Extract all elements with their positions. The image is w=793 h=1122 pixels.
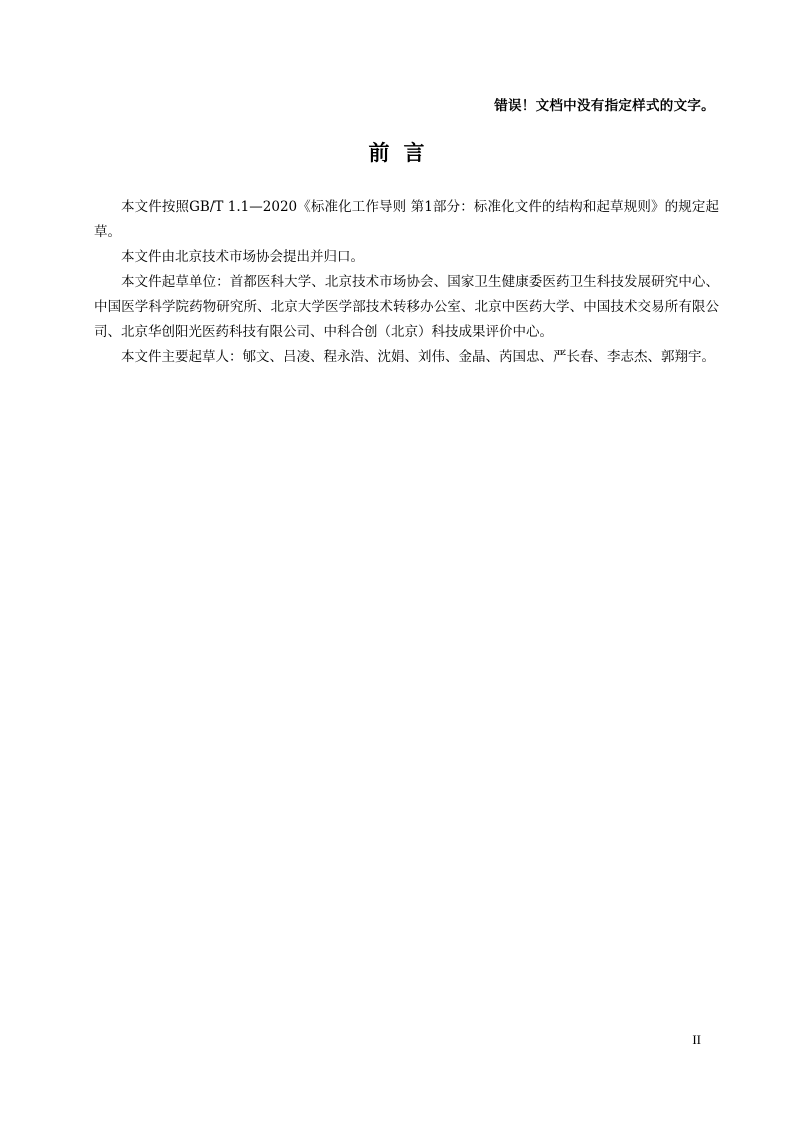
- paragraph-drafters: 本文件主要起草人：郇文、吕凌、程永浩、沈娟、刘伟、金晶、芮国忠、严长春、李志杰、郭翔宇。: [121, 349, 715, 365]
- page-number: II: [692, 1032, 701, 1047]
- page-title: 前言: [368, 141, 439, 165]
- header-style-error-note: 错误！文档中没有指定样式的文字。: [494, 98, 715, 114]
- foreword-body: [94, 195, 719, 370]
- paragraph-proposer: 本文件由北京技术市场协会提出并归口。: [121, 249, 364, 265]
- paragraph-drafting-units: 本文件起草单位：首都医科大学、北京技术市场协会、国家卫生健康委医药卫生科技发展研究中心、中国医学科学院药物研究所、北京大学医学部技术转移办公室、北京中医药大学、中国技术交易所有限公司、北京华创阳光医药科技有限公司、中科合创（北京）科技成果评价中心。: [94, 274, 719, 340]
- paragraph-drafting-rules: 本文件按照GB/T 1.1—2020《标准化工作导则 第1部分：标准化文件的结构和起草规则》的规定起草。: [94, 199, 719, 240]
